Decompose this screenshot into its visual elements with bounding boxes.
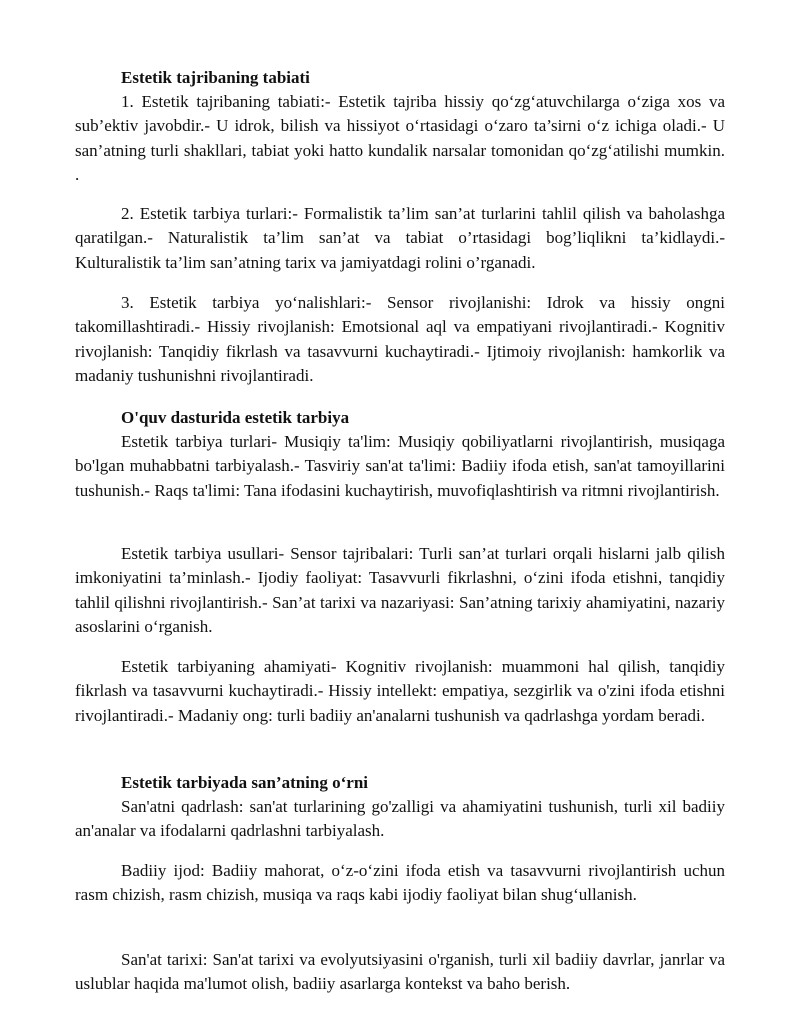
paragraph-2: 2. Estetik tarbiya turlari:- Formalistik ta’lim san’at turlarini tahlil qilish va baholashga qaratilgan.- Naturalistik ta’lim san’at va tabiat o’rtasidagi bog’liqlikni ta’kidlaydi.- Kulturalistik ta’lim san’atning tarix va jamiyatdagi rolini o’rganadi. — [75, 204, 725, 272]
section-heading-3: Estetik tarbiyada san’atning o‘rni — [121, 773, 368, 792]
paragraph-5: Estetik tarbiya usullari- Sensor tajribalari: Turli san’at turlari orqali hislarni jalb qilish imkoniyatini ta’minlash.- Ijodiy faoliyat: Tasavvurli fikrlashni, o‘zini ifoda etishni, tanqidiy tahlil qilishni rivojlantirish.- San’at tarixi va nazariyasi: San’atning tarixiy ahamiyatini, nazariy asoslarini o‘rganish. — [75, 544, 725, 636]
section-heading-2: O'quv dasturida estetik tarbiya — [121, 408, 350, 427]
paragraph-9: San'at tarixi: San'at tarixi va evolyutsiyasini o'rganish, turli xil badiiy davrlar, janrlar va uslublar haqida ma'lumot olish, badiiy asarlarga kontekst va baho berish. — [75, 950, 725, 994]
paragraph-6: Estetik tarbiyaning ahamiyati- Kognitiv rivojlanish: muammoni hal qilish, tanqidiy fikrlash va tasavvurni kuchaytiradi.- Hissiy intellekt: empatiya, sezgirlik va o'zini ifoda etishni rivojlantiradi.- Madaniy ong: turli badiiy an'analarni tushunish va qadrlashga yordam beradi. — [75, 657, 725, 725]
paragraph-8: Badiiy ijod: Badiiy mahorat, o‘z-o‘zini ifoda etish va tasavvurni rivojlantirish uchun rasm chizish, rasm chizish, musiqa va raqs kabi ijodiy faoliyat bilan shug‘ullanish. — [75, 861, 725, 905]
paragraph-3: 3. Estetik tarbiya yo‘nalishlari:- Sensor rivojlanishi: Idrok va hissiy ongni takomillashtiradi.- Hissiy rivojlanish: Emotsional aql va empatiyani rivojlantiradi.- Kognitiv rivojlanish: Tanqidiy fikrlash va tasavvurni kuchaytiradi.- Ijtimoiy rivojlanish: hamkorlik va madaniy tushunishni rivojlantiradi. — [75, 293, 725, 385]
paragraph-7: San'atni qadrlash: san'at turlarining go'zalligi va ahamiyatini tushunish, turli xil badiiy an'analar va ifodalarni qadrlashni tarbiyalash. — [75, 797, 725, 841]
paragraph-1: 1. Estetik tajribaning tabiati:- Estetik tajriba hissiy qo‘zg‘atuvchilarga o‘ziga xos va sub’ektiv javobdir.- U idrok, bilish va hissiyot o‘rtasidagi o‘zaro ta’sirni o‘z ichiga oladi.- U san’atning turli shakllari, tabiat yoki hatto kundalik narsalar tomonidan qo‘zg‘atilishi mumkin. . — [75, 92, 725, 184]
paragraph-4: Estetik tarbiya turlari- Musiqiy ta'lim: Musiqiy qobiliyatlarni rivojlantirish, musiqaga bo'lgan muhabbatni tarbiyalash.- Tasviriy san'at ta'limi: Badiiy ifoda etish, san'at tamoyillarini tushunish.- Raqs ta'limi: Tana ifodasini kuchaytirish, muvofiqlashtirish va ritmni rivojlantirish. — [75, 432, 725, 500]
section-heading-1: Estetik tajribaning tabiati — [121, 68, 310, 87]
